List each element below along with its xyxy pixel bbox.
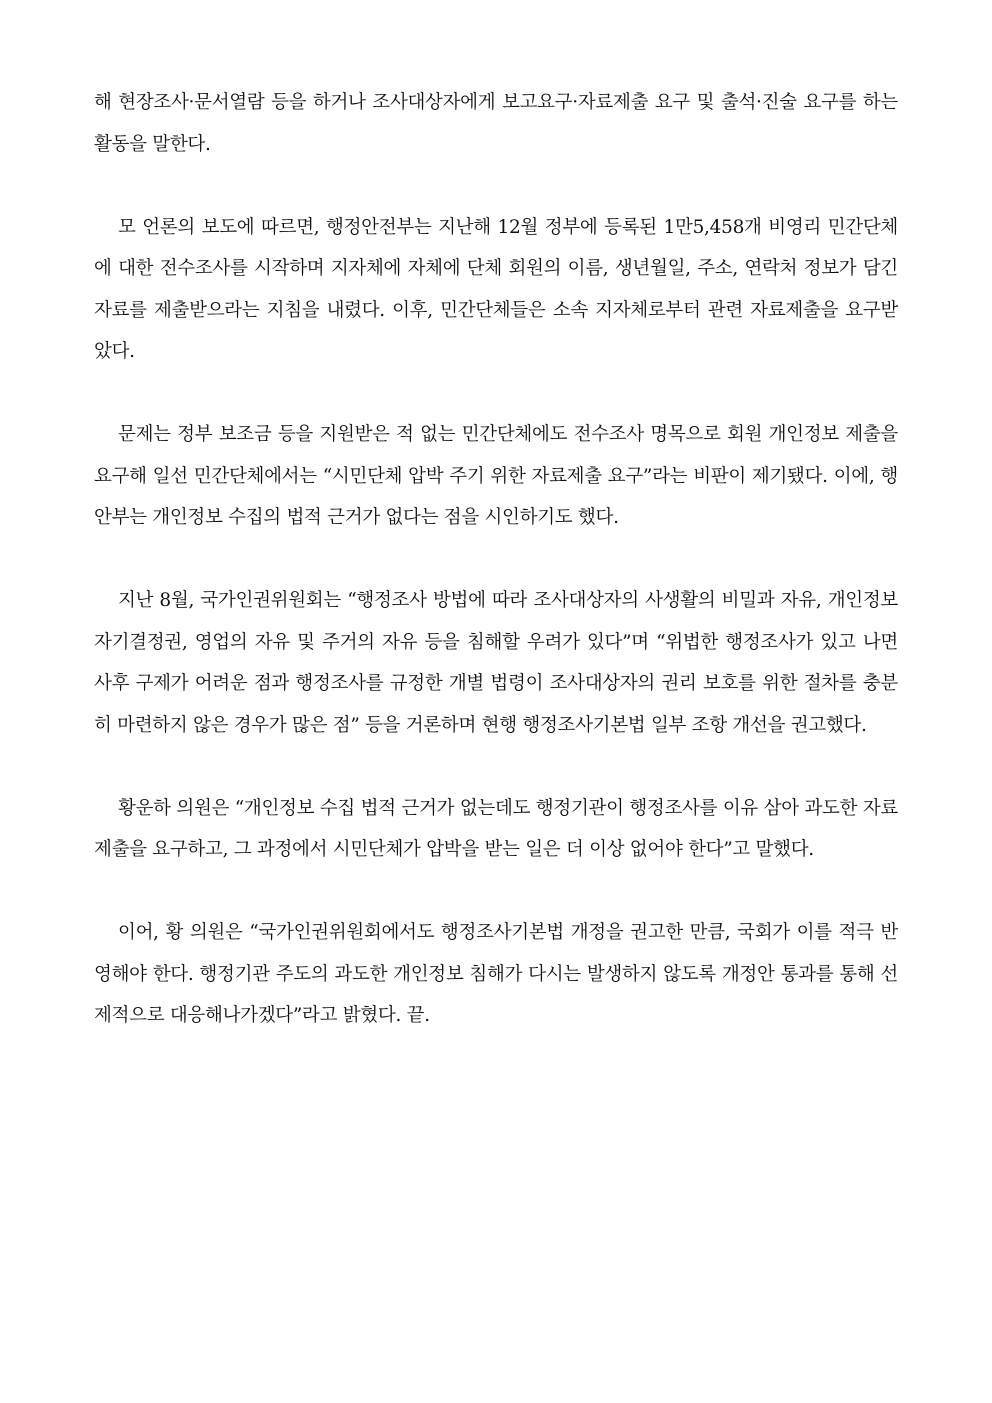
paragraph-problem: 문제는 정부 보조금 등을 지원받은 적 없는 민간단체에도 전수조사 명목으로 회원 개인정보 제출을 요구해 일선 민간단체에서는 “시민단체 압박 주기 위한 자료제출 요구”라는 비판이 제기됐다. 이에, 행안부는 개인정보 수집의 법적 근거가 없다는 점을 시인하기도 했다. [94, 424, 898, 528]
paragraph-lawmaker-quote: 황운하 의원은 “개인정보 수집 법적 근거가 없는데도 행정기관이 행정조사를 이유 삼아 과도한 자료 제출을 요구하고, 그 과정에서 시민단체가 압박을 받는 일은 더 이상 없어야 한다”고 말했다. [94, 797, 898, 860]
paragraph-continuation: 해 현장조사·문서열람 등을 하거나 조사대상자에게 보고요구·자료제출 요구 및 출석·진술 요구를 하는 활동을 말한다. [94, 92, 898, 155]
document-body [94, 82, 898, 1037]
paragraph-closing: 이어, 황 의원은 “국가인권위원회에서도 행정조사기본법 개정을 권고한 만큼, 국회가 이를 적극 반영해야 한다. 행정기관 주도의 과도한 개인정보 침해가 다시는 발생하지 않도록 개정안 통과를 통해 선제적으로 대응해나가겠다”라고 밝혔다. 끝. [94, 922, 898, 1026]
paragraph-human-rights-commission: 지난 8월, 국가인권위원회는 “행정조사 방법에 따라 조사대상자의 사생활의 비밀과 자유, 개인정보자기결정권, 영업의 자유 및 주거의 자유 등을 침해할 우려가 있다”며 “위법한 행정조사가 있고 나면 사후 구제가 어려운 점과 행정조사를 규정한 개별 법령이 조사대상자의 권리 보호를 위한 절차를 충분히 마련하지 않은 경우가 많은 점” 등을 거론하며 현행 행정조사기본법 일부 조항 개선을 권고했다. [94, 590, 898, 736]
paragraph-media-report: 모 언론의 보도에 따르면, 행정안전부는 지난해 12월 정부에 등록된 1만5,458개 비영리 민간단체에 대한 전수조사를 시작하며 지자체에 자체에 단체 회원의 이름, 생년월일, 주소, 연락처 정보가 담긴 자료를 제출받으라는 지침을 내렸다. 이후, 민간단체들은 소속 지자체로부터 관련 자료제출을 요구받았다. [94, 216, 898, 362]
